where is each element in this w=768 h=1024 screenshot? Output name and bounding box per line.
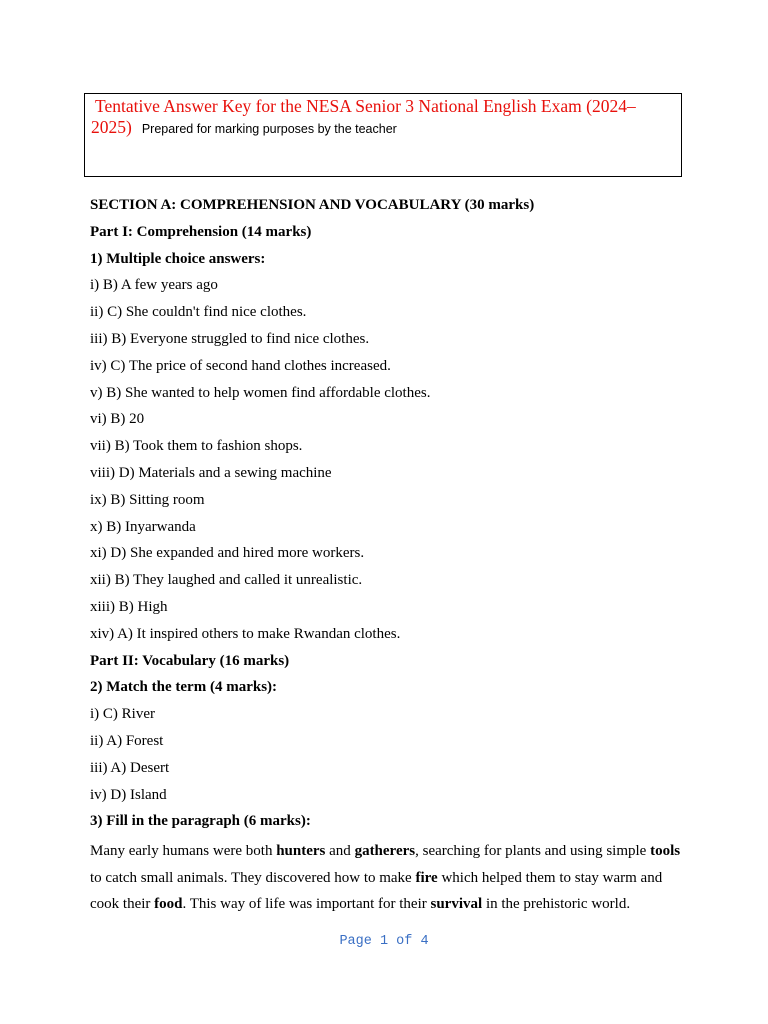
section-a-heading: SECTION A: COMPREHENSION AND VOCABULARY (30 marks) xyxy=(90,197,535,213)
document-title-line-2 xyxy=(91,117,675,140)
paragraph-text: in the prehistoric world. xyxy=(482,896,631,913)
answer-word-fire: fire xyxy=(415,869,438,886)
answer-2-i: i) C) River xyxy=(90,706,155,723)
fill-in-paragraph xyxy=(90,838,685,918)
question-3-heading: 3) Fill in the paragraph (6 marks): xyxy=(90,813,311,830)
answer-word-food: food xyxy=(154,896,183,913)
answer-word-gatherers: gatherers xyxy=(354,843,416,860)
paragraph-text: . This way of life was important for their xyxy=(182,896,431,913)
answer-word-hunters: hunters xyxy=(276,843,326,860)
answer-1-iii: iii) B) Everyone struggled to find nice clothes. xyxy=(90,330,370,347)
answer-1-xiii: xiii) B) High xyxy=(90,598,168,615)
answer-2-iii: iii) A) Desert xyxy=(90,759,170,776)
answer-2-ii: ii) A) Forest xyxy=(90,732,164,749)
document-title-line-1: Tentative Answer Key for the NESA Senior 3 National English Exam (2024– xyxy=(95,96,636,116)
answer-1-ii: ii) C) She couldn't find nice clothes. xyxy=(90,304,307,321)
answer-1-ix: ix) B) Sitting room xyxy=(90,491,205,508)
answer-1-vii: vii) B) Took them to fashion shops. xyxy=(90,438,303,455)
paragraph-text: to catch small animals. They discovered how to make xyxy=(90,869,416,886)
answer-1-viii: viii) D) Materials and a sewing machine xyxy=(90,464,332,481)
answer-1-v: v) B) She wanted to help women find affordable clothes. xyxy=(90,384,431,401)
question-2-heading: 2) Match the term (4 marks): xyxy=(90,679,278,696)
answer-word-survival: survival xyxy=(430,896,483,913)
page-number: Page 1 of 4 xyxy=(339,934,429,949)
answer-word-tools: tools xyxy=(650,843,681,860)
part-1-heading: Part I: Comprehension (14 marks) xyxy=(90,223,312,240)
paragraph-text: which helped them to stay warm and cook their xyxy=(90,869,663,913)
document-subtitle: Prepared for marking purposes by the teacher xyxy=(141,122,397,136)
document-title-year-end: 2025) xyxy=(91,117,132,137)
answer-1-vi: vi) B) 20 xyxy=(90,411,145,428)
answer-1-i: i) B) A few years ago xyxy=(90,277,218,294)
question-1-heading: 1) Multiple choice answers: xyxy=(90,250,266,267)
answer-1-iv: iv) C) The price of second hand clothes increased. xyxy=(90,357,391,374)
title-box xyxy=(84,93,682,177)
answer-key-content xyxy=(90,194,690,918)
part-2-heading: Part II: Vocabulary (16 marks) xyxy=(90,652,290,669)
paragraph-text: and xyxy=(325,843,355,860)
answer-1-x: x) B) Inyarwanda xyxy=(90,518,196,535)
answer-1-xii: xii) B) They laughed and called it unrealistic. xyxy=(90,572,363,589)
answer-1-xi: xi) D) She expanded and hired more workers. xyxy=(90,545,365,562)
paragraph-text: Many early humans were both xyxy=(90,843,277,860)
answer-1-xiv: xiv) A) It inspired others to make Rwandan clothes. xyxy=(90,625,401,642)
answer-2-iv: iv) D) Island xyxy=(90,786,167,803)
paragraph-text: , searching for plants and using simple xyxy=(415,843,651,860)
